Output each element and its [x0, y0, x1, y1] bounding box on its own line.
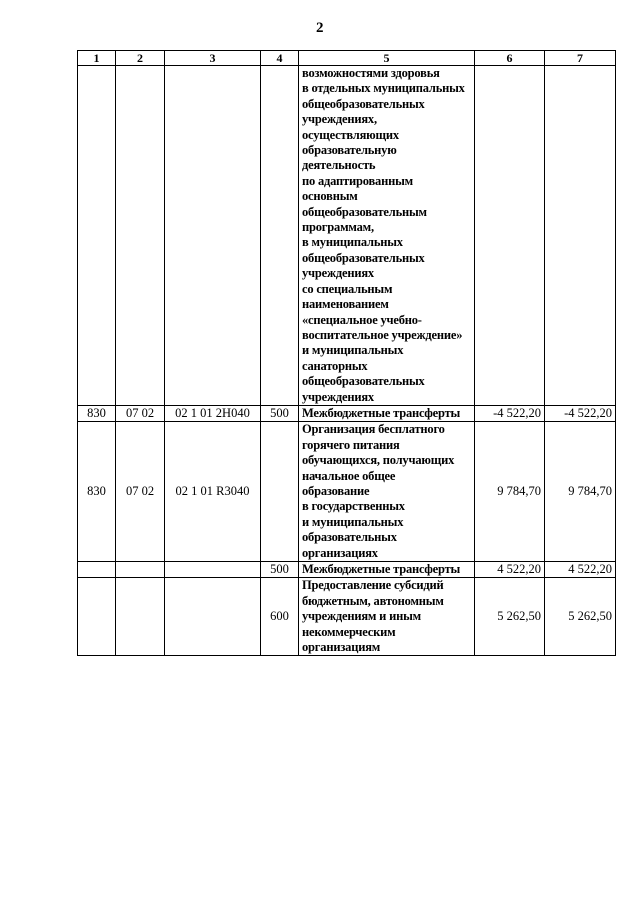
description-line: в муниципальных [302, 235, 403, 250]
description-line: программам, [302, 220, 374, 235]
description-line: Межбюджетные трансферты [302, 405, 461, 420]
description-line: со специальным [302, 281, 393, 296]
cell-target-article: 02 1 01 R3040 [165, 422, 261, 562]
cell-amount-a [475, 66, 545, 406]
description-line: начальное общее [302, 468, 396, 483]
description-line: осуществляющих [302, 127, 399, 142]
cell-code-admin: 830 [78, 422, 116, 562]
cell-amount-b: 9 784,70 [545, 422, 616, 562]
cell-section: 07 02 [116, 405, 165, 421]
cell-code-admin [78, 578, 116, 656]
cell-code-admin: 830 [78, 405, 116, 421]
description-line: учреждениях [302, 389, 374, 404]
cell-section: 07 02 [116, 422, 165, 562]
table-row [78, 578, 616, 656]
description-line: в отдельных муниципальных [302, 81, 465, 96]
table-row [78, 66, 616, 406]
cell-expense-type [261, 422, 299, 562]
cell-amount-a: -4 522,20 [475, 405, 545, 421]
description-line: и муниципальных [302, 343, 404, 358]
cell-description [299, 405, 475, 421]
description-line: по адаптированным [302, 173, 413, 188]
header-col-7: 7 [545, 51, 616, 66]
description-line: учреждениях, [302, 112, 377, 127]
cell-section [116, 578, 165, 656]
description-line: учреждениям и иным [302, 609, 421, 624]
description-line: в государственных [302, 499, 405, 514]
description-line: воспитательное учреждение» [302, 327, 463, 342]
cell-description [299, 562, 475, 578]
table-row [78, 562, 616, 578]
cell-section [116, 66, 165, 406]
table-row [78, 422, 616, 562]
description-line: деятельность [302, 158, 376, 173]
description-line: общеобразовательных [302, 96, 425, 111]
description-line: общеобразовательных [302, 374, 425, 389]
description-line: «специальное учебно- [302, 312, 422, 327]
description-line: обучающихся, получающих [302, 453, 455, 468]
header-col-2: 2 [116, 51, 165, 66]
header-col-5: 5 [299, 51, 475, 66]
header-row [78, 51, 616, 66]
description-line: бюджетным, автономным [302, 593, 444, 608]
cell-expense-type: 500 [261, 562, 299, 578]
cell-description [299, 578, 475, 656]
cell-expense-type [261, 66, 299, 406]
description-line: организациях [302, 545, 378, 560]
cell-target-article [165, 578, 261, 656]
cell-target-article [165, 562, 261, 578]
cell-code-admin [78, 66, 116, 406]
description-line: Предоставление субсидий [302, 578, 444, 593]
cell-section [116, 562, 165, 578]
cell-amount-b: -4 522,20 [545, 405, 616, 421]
description-line: горячего питания [302, 437, 400, 452]
cell-amount-b [545, 66, 616, 406]
description-line: некоммерческим [302, 624, 396, 639]
page-number: 2 [316, 20, 324, 36]
description-line: образование [302, 483, 370, 498]
cell-amount-b: 5 262,50 [545, 578, 616, 656]
description-line: санаторных [302, 358, 368, 373]
cell-code-admin [78, 562, 116, 578]
description-line: Межбюджетные трансферты [302, 562, 461, 576]
description-line: образовательную [302, 143, 397, 158]
description-line: возможностями здоровья [302, 66, 440, 80]
cell-expense-type: 600 [261, 578, 299, 656]
cell-amount-b: 4 522,20 [545, 562, 616, 578]
header-col-1: 1 [78, 51, 116, 66]
cell-expense-type: 500 [261, 405, 299, 421]
description-line: образовательных [302, 530, 397, 545]
header-col-6: 6 [475, 51, 545, 66]
cell-description [299, 66, 475, 406]
cell-amount-a: 9 784,70 [475, 422, 545, 562]
description-line: и муниципальных [302, 514, 404, 529]
description-line: основным [302, 189, 358, 204]
cell-amount-a: 4 522,20 [475, 562, 545, 578]
description-line: организациям [302, 640, 381, 655]
header-col-4: 4 [261, 51, 299, 66]
table-row [78, 405, 616, 421]
cell-amount-a: 5 262,50 [475, 578, 545, 656]
description-line: наименованием [302, 297, 389, 312]
header-col-3: 3 [165, 51, 261, 66]
description-line: учреждениях [302, 266, 374, 281]
cell-description [299, 422, 475, 562]
description-line: Организация бесплатного [302, 422, 445, 437]
description-line: общеобразовательным [302, 204, 427, 219]
description-line: общеобразовательных [302, 250, 425, 265]
budget-table [77, 50, 616, 656]
cell-target-article [165, 66, 261, 406]
cell-target-article: 02 1 01 2Н040 [165, 405, 261, 421]
